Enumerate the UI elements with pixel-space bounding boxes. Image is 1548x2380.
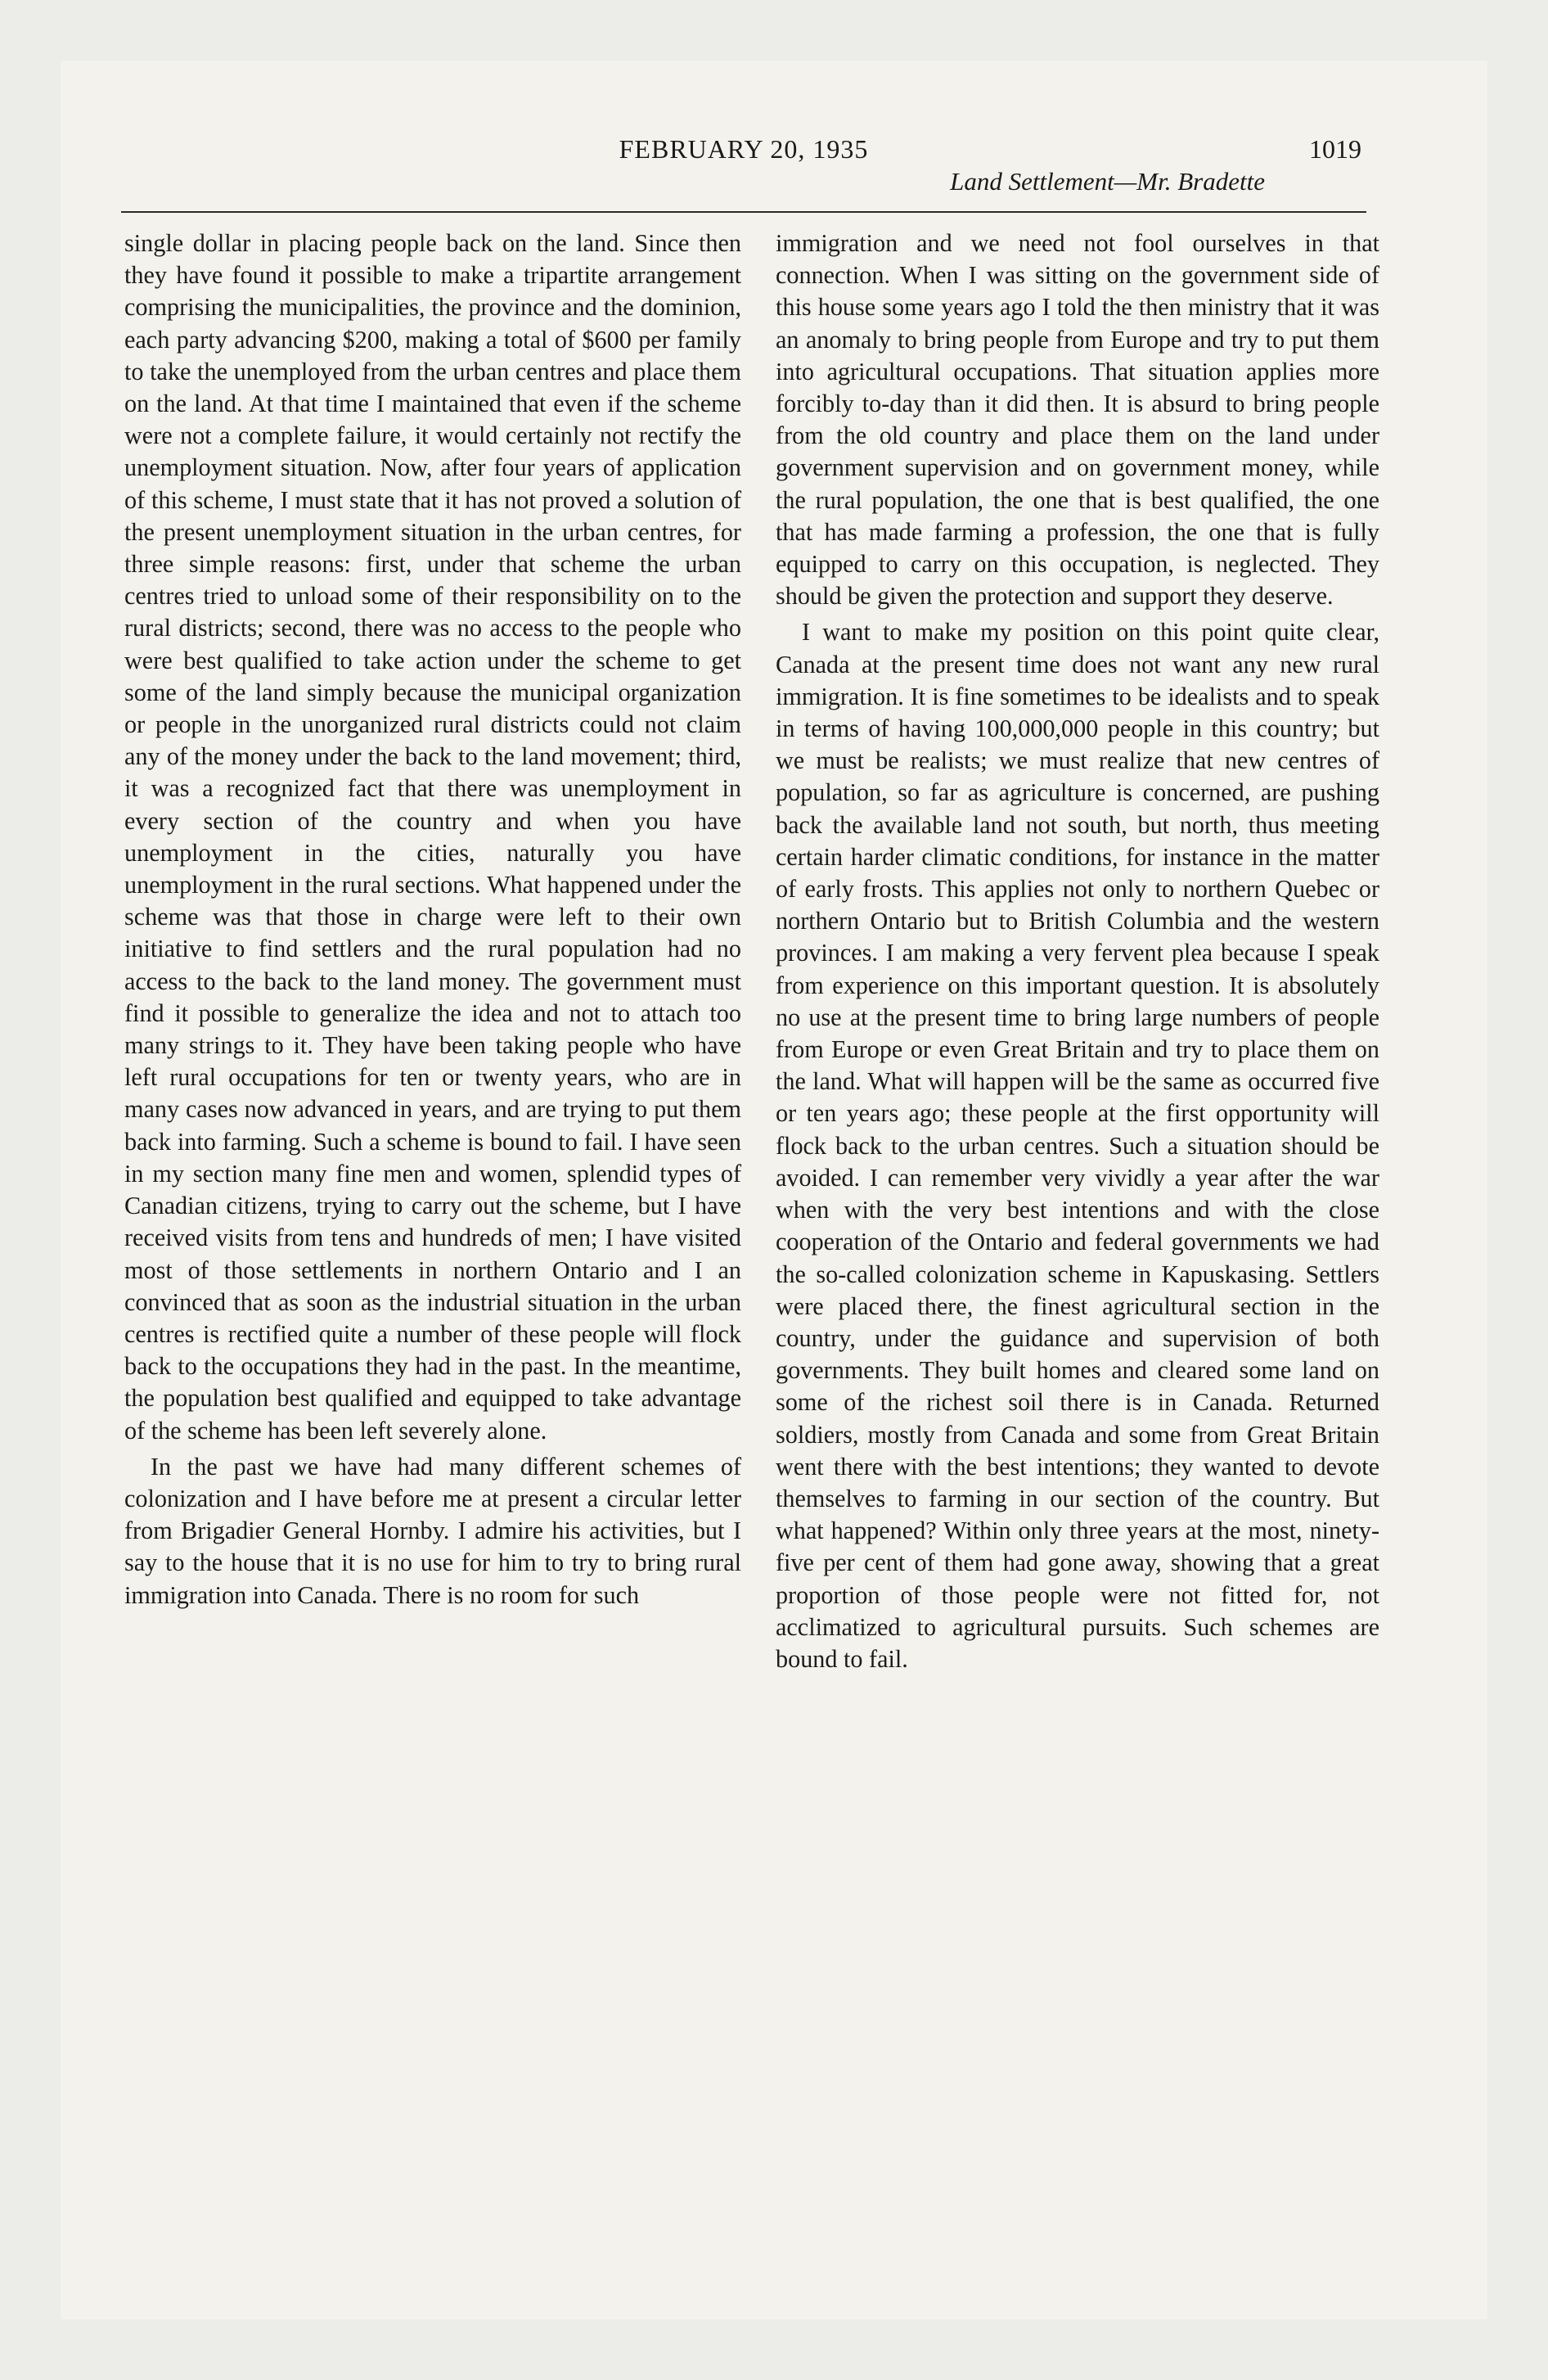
paragraph: I want to make my position on this point quite clear, Canada at the present time does not want any new rural immigration. It is fine sometimes to be idealists and to speak in terms of having 100,000,000 people in this country; but we must be realists; we must realize that new centres of population, so far as agriculture is concerned, are pushing back the available land not south, but north, thus meeting certain harder climatic conditions, for instance in the matter of early frosts. This applies not only to northern Quebec or northern Ontario but to British Columbia and the western provinces. I am making a very fervent plea because I speak from experience on this important question. It is absolutely no use at the present time to bring large numbers of people from Europe or even Great Britain and try to place them on the land. What will happen will be the same as occurred five or ten years ago; these people at the first opportunity will flock back to the urban centres. Such a situation should be avoided. I can remember very vividly a year after the war when with the very best intentions and with the close cooperation of the Ontario and federal governments we had the so-called colonization scheme in Kapuskasing. Settlers were placed there, the finest agricultural section in the country, under the guidance and supervision of both governments. They built homes and cleared some land on some of the richest soil there is in Canada. Returned soldiers, mostly from Canada and some from Great Britain went there with the best intentions; they wanted to devote themselves to farming in our section of the country. But what happened? Within only three years at the most, ninety-five per cent of them had gone away, showing that a great proportion of those people were not fitted for, not acclimatized to agricultural pursuits. Such schemes are bound to fail. <box>776 618 1379 1673</box>
paragraph: single dollar in placing people back on the land. Since then they have found it possible to make a tripartite arrangement comprising the municipalities, the province and the dominion, each party advancing $200, making a total of $600 per family to take the unemployed from the urban centres and place them on the land. At that time I maintained that even if the scheme were not a complete failure, it would certainly not rectify the unemployment situation. Now, after four years of application of this scheme, I must state that it has not proved a solution of the present unemployment situation in the urban centres, for three simple reasons: first, under that scheme the urban centres tried to unload some of their responsibility on to the rural districts; second, there was no access to the people who were best qualified to take action under the scheme to get some of the land simply because the municipal organization or people in the unorganized rural districts could not claim any of the money under the back to the land movement; third, it was a recognized fact that there was unemployment in every section of the country and when you have unemployment in the cities, naturally you have unemployment in the rural sections. What happened under the scheme was that those in charge were left to their own initiative to find settlers and the rural population had no access to the back to the land money. The government must find it possible to generalize the idea and not to attach too many strings to it. They have been taking people who have left rural occupations for ten or twenty years, who are in many cases now advanced in years, and are trying to put them back into farming. Such a scheme is bound to fail. I have seen in my section many fine men and women, splendid types of Canadian citizens, trying to carry out the scheme, but I have received visits from tens and hundreds of men; I have visited most of those settlements in northern Ontario and I an convinced that as soon as the industrial situation in the urban centres is rectified quite a number of these people will flock back to the occupations they had in the past. In the meantime, the population best qualified and equipped to take advantage of the scheme has been left severely alone. <box>124 229 741 1445</box>
running-title: Land Settlement—Mr. Bradette <box>950 167 1265 196</box>
right-column <box>776 228 1379 1675</box>
header-rule <box>121 211 1366 213</box>
paragraph: In the past we have had many different schemes of colonization and I have before me at present a circular letter from Brigadier General Hornby. I admire his activities, but I say to the house that it is no use for him to try to bring rural immigration into Canada. There is no room for such <box>124 1452 741 1609</box>
page-number: 1019 <box>1309 134 1361 164</box>
header-date: FEBRUARY 20, 1935 <box>619 134 869 164</box>
paragraph: immigration and we need not fool ourselves in that connection. When I was sitting on the government side of this house some years ago I told the then ministry that it was an anomaly to bring people from Europe and try to put them into agricultural occupations. That situation applies more forcibly to-day than it did then. It is absurd to bring people from the old country and place them on the land under government supervision and on government money, while the rural population, the one that is best qualified, the one that has made farming a profession, the one that is fully equipped to carry on this occupation, is neglected. They should be given the protection and support they deserve. <box>776 229 1379 611</box>
page-header <box>121 129 1366 211</box>
left-column <box>124 228 741 1611</box>
